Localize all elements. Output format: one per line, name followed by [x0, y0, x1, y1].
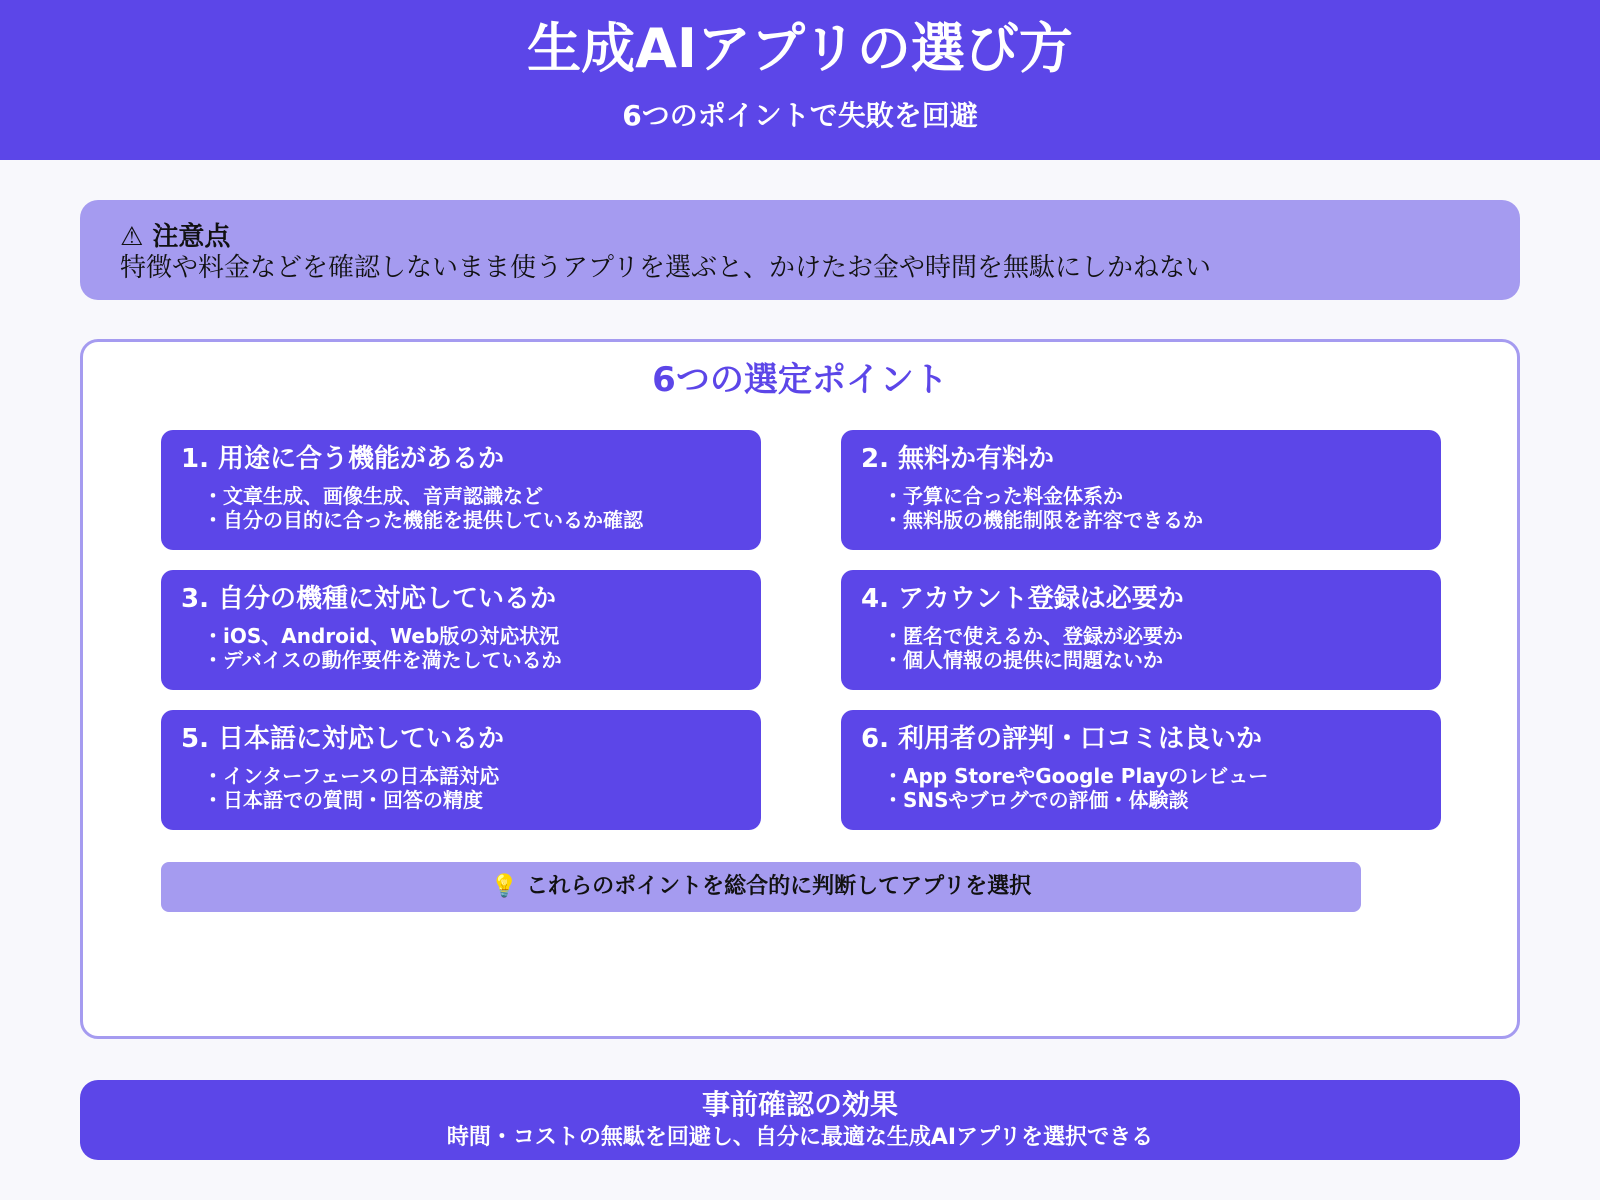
point-title: 6. 利用者の評判・口コミは良いか	[861, 724, 1263, 754]
point-card-5	[161, 710, 761, 830]
point-card-2	[841, 430, 1441, 550]
point-bullet: ・インターフェースの日本語対応	[203, 764, 500, 788]
point-bullet: ・日本語での質問・回答の精度	[203, 788, 483, 812]
warning-text: 特徴や料金などを確認しないまま使うアプリを選ぶと、かけたお金や時間を無駄にしかねない	[120, 253, 1211, 283]
header-banner	[0, 0, 1600, 160]
point-title: 5. 日本語に対応しているか	[181, 724, 505, 754]
point-bullet: ・SNSやブログでの評価・体験談	[883, 788, 1189, 812]
lightbulb-icon: 💡	[490, 874, 519, 899]
footer-text: 時間・コストの無駄を回避し、自分に最適な生成AIアプリを選択できる	[446, 1125, 1154, 1150]
point-title: 1. 用途に合う機能があるか	[181, 444, 505, 474]
warning-box	[80, 200, 1520, 300]
selection-points-panel	[80, 339, 1520, 1039]
point-bullet: ・無料版の機能制限を許容できるか	[883, 508, 1203, 532]
point-card-4	[841, 570, 1441, 690]
point-card-3	[161, 570, 761, 690]
point-bullet: ・文章生成、画像生成、音声認識など	[203, 484, 543, 508]
point-card-6	[841, 710, 1441, 830]
point-bullet: ・予算に合った料金体系か	[883, 484, 1123, 508]
page-title: 生成AIアプリの選び方	[527, 17, 1073, 80]
points-title: 6つの選定ポイント	[652, 360, 948, 400]
footer-title: 事前確認の効果	[701, 1088, 898, 1121]
footer-banner	[80, 1080, 1520, 1160]
page-subtitle: 6つのポイントで失敗を回避	[622, 99, 978, 132]
point-bullet: ・デバイスの動作要件を満たしているか	[203, 648, 562, 672]
point-bullet: ・App StoreやGoogle Playのレビュー	[883, 764, 1269, 788]
point-title: 4. アカウント登録は必要か	[861, 584, 1184, 614]
point-bullet: ・iOS、Android、Web版の対応状況	[203, 624, 560, 648]
point-card-1	[161, 430, 761, 550]
point-title: 3. 自分の機種に対応しているか	[181, 584, 557, 614]
point-bullet: ・自分の目的に合った機能を提供しているか確認	[203, 508, 643, 532]
tip-text: これらのポイントを総合的に判断してアプリを選択	[526, 874, 1032, 899]
point-bullet: ・匿名で使えるか、登録が必要か	[883, 624, 1183, 648]
point-bullet: ・個人情報の提供に問題ないか	[883, 648, 1163, 672]
warning-title: ⚠ 注意点	[120, 222, 231, 252]
point-title: 2. 無料か有料か	[861, 444, 1055, 474]
tip-bar	[161, 862, 1361, 912]
